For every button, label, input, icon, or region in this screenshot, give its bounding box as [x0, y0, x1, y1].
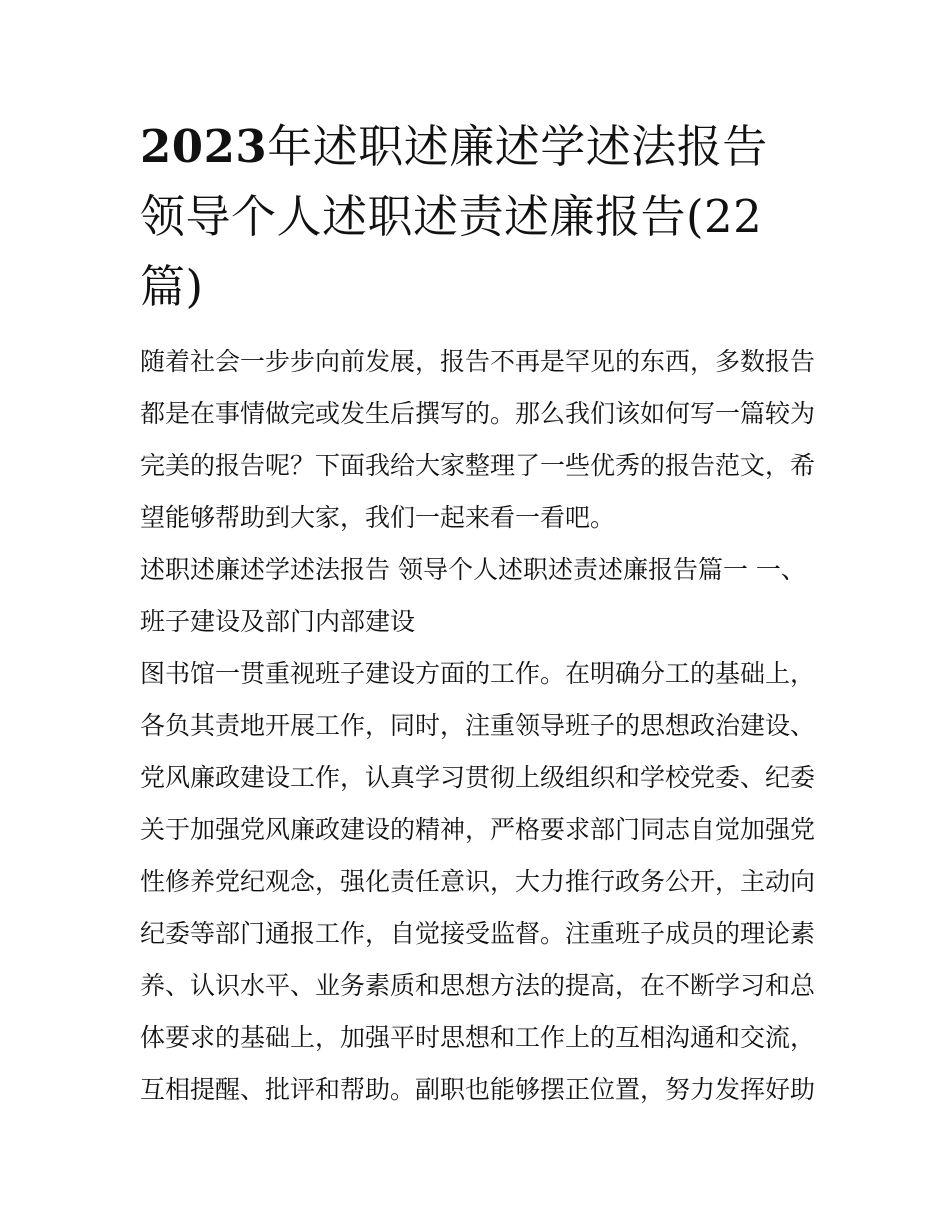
- text-line: 班子建设及部门内部建设: [140, 607, 416, 636]
- text-line: 体要求的基础上，加强平时思想和工作上的互相沟通和交流，: [140, 1023, 816, 1052]
- text-line: 纪委等部门通报工作，自觉接受监督。注重班子成员的理论素: [140, 919, 816, 948]
- text-line: 互相提醒、批评和帮助。副职也能够摆正位置，努力发挥好助: [140, 1075, 816, 1104]
- text-line: 养、认识水平、业务素质和思想方法的提高，在不断学习和总: [140, 971, 816, 1000]
- paragraph-section-heading: [140, 544, 812, 648]
- text-line: 随着社会一步步向前发展，报告不再是罕见的东西，多数报告: [140, 347, 816, 376]
- title-line-2: 领导个人述职述责述廉报告(22: [140, 190, 763, 243]
- text-line: 完美的报告呢？下面我给大家整理了一些优秀的报告范文，希: [140, 451, 816, 480]
- text-line: 都是在事情做完或发生后撰写的。那么我们该如何写一篇较为: [140, 399, 816, 428]
- text-line: 述职述廉述学述法报告 领导个人述职述责述廉报告篇一 一、: [140, 555, 806, 584]
- document-body: [140, 336, 816, 1116]
- title-line-3: 篇): [140, 260, 204, 313]
- paragraph-team-building: [140, 648, 816, 1116]
- title-line-1-text: 年述职述廉述学述法报告: [267, 120, 768, 173]
- title-line-1: [140, 112, 812, 182]
- text-line: 图书馆一贯重视班子建设方面的工作。在明确分工的基础上，: [140, 659, 816, 688]
- paragraph-intro: [140, 336, 816, 544]
- text-line: 各负其责地开展工作，同时，注重领导班子的思想政治建设、: [140, 711, 816, 740]
- text-line: 关于加强党风廉政建设的精神，严格要求部门同志自觉加强党: [140, 815, 816, 844]
- document-page: [140, 112, 816, 1116]
- text-line: 望能够帮助到大家，我们一起来看一看吧。: [140, 503, 616, 532]
- text-line: 党风廉政建设工作，认真学习贯彻上级组织和学校党委、纪委: [140, 763, 816, 792]
- document-title: [140, 112, 812, 322]
- title-year: 2023: [140, 120, 268, 173]
- text-line: 性修养党纪观念，强化责任意识，大力推行政务公开，主动向: [140, 867, 816, 896]
